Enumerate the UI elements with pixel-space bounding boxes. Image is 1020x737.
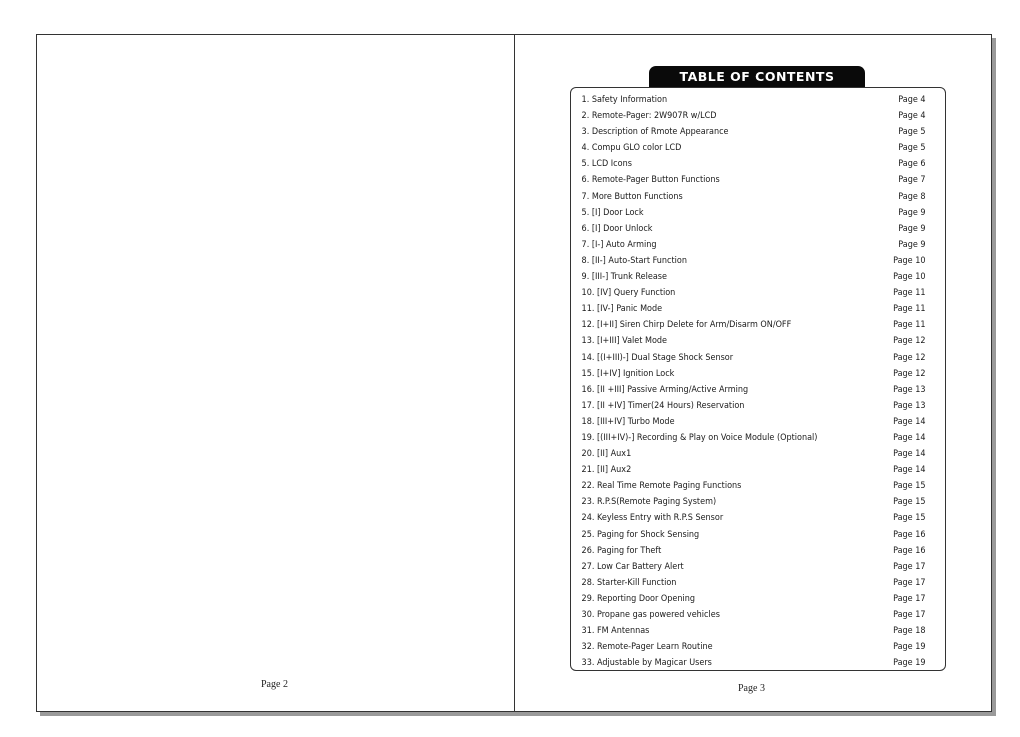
toc-entry: [571, 301, 945, 317]
toc-entry-page: Page 13: [893, 399, 926, 411]
toc-entry: [571, 140, 945, 156]
toc-entry: [571, 382, 945, 398]
toc-entry: [571, 478, 945, 494]
toc-entry: [571, 575, 945, 591]
toc-entry-label: 10. [IV] Query Function: [581, 287, 676, 299]
toc-entry-label: 1. Safety Information: [581, 94, 668, 105]
toc-entry-label: 18. [III+IV] Turbo Mode: [581, 415, 675, 427]
toc-entry-label: 27. Low Car Battery Alert: [581, 560, 684, 572]
toc-entry: [571, 156, 945, 172]
toc-entry-label: 5. [I] Door Lock: [581, 206, 644, 218]
toc-entry: [571, 414, 945, 430]
toc-entry-page: Page 14: [893, 448, 926, 460]
toc-entry-label: 26. Paging for Theft: [581, 544, 662, 556]
toc-entry: [571, 494, 945, 510]
toc-entry: [571, 221, 945, 237]
toc-entry: [571, 446, 945, 462]
toc-entry: [571, 92, 945, 108]
toc-entry-label: 22. Real Time Remote Paging Functions: [581, 480, 742, 492]
toc-entry: [571, 591, 945, 607]
toc-entry-page: Page 9: [898, 238, 926, 250]
toc-entry: [571, 366, 945, 382]
toc-entry-page: Page 14: [893, 415, 926, 427]
toc-entry-label: 12. [I+II] Siren Chirp Delete for Arm/Disarm ON/OFF: [581, 319, 792, 331]
toc-entry-page: Page 12: [893, 351, 926, 363]
toc-entry-label: 2. Remote-Pager: 2W907R w/LCD: [581, 110, 717, 122]
toc-entry-page: Page 11: [893, 303, 926, 315]
toc-entry-label: 30. Propane gas powered vehicles: [581, 609, 720, 620]
toc-entry-label: 5. LCD Icons: [581, 158, 632, 170]
toc-entry: [571, 285, 945, 301]
toc-entry-page: Page 17: [893, 560, 926, 572]
toc-entry-label: 13. [I+III] Valet Mode: [581, 335, 668, 347]
toc-entry: [571, 655, 945, 671]
toc-entry: [571, 623, 945, 639]
toc-entry: [571, 462, 945, 478]
toc-entry-page: Page 17: [893, 609, 926, 620]
toc-entry-page: Page 12: [893, 335, 926, 347]
toc-entry: [571, 172, 945, 188]
toc-entry-label: 33. Adjustable by Magicar Users: [581, 657, 712, 669]
toc-entry-page: Page 8: [898, 190, 926, 202]
toc-entry-page: Page 16: [893, 544, 926, 556]
toc-entry-label: 11. [IV-] Panic Mode: [581, 303, 663, 315]
toc-entry-label: 7. [I-] Auto Arming: [581, 238, 657, 250]
toc-entry-page: Page 9: [898, 206, 926, 218]
booklet-spread: [36, 34, 992, 712]
toc-entry: [571, 430, 945, 446]
toc-entry-label: 17. [II +IV] Timer(24 Hours) Reservation: [581, 399, 745, 411]
right-page-number: Page 3: [738, 683, 765, 694]
toc-entry-label: 14. [(I+III)-] Dual Stage Shock Sensor: [581, 351, 734, 363]
toc-entry-page: Page 15: [893, 480, 926, 492]
toc-entry: [571, 237, 945, 253]
toc-entry-label: 3. Description of Rmote Appearance: [581, 126, 729, 138]
toc-entry-label: 20. [II] Aux1: [581, 448, 632, 460]
toc-entry-page: Page 19: [893, 641, 926, 653]
toc-entry-page: Page 10: [893, 271, 926, 283]
toc-entry-page: Page 5: [898, 126, 926, 138]
toc-entry-label: 19. [(III+IV)-] Recording & Play on Voice Module (Optional): [581, 431, 818, 443]
toc-entry-page: Page 15: [893, 512, 926, 524]
toc-entry-page: Page 17: [893, 576, 926, 588]
toc-list: [571, 88, 945, 671]
toc-entry: [571, 527, 945, 543]
toc-entry-page: Page 5: [898, 142, 926, 154]
toc-entry-page: Page 6: [898, 158, 926, 170]
toc-entry: [571, 205, 945, 221]
toc-entry-label: 28. Starter-Kill Function: [581, 576, 677, 588]
toc-entry-page: Page 11: [893, 319, 926, 331]
toc-box: [570, 87, 946, 671]
toc-entry-page: Page 15: [893, 496, 926, 508]
toc-entry-label: 6. Remote-Pager Button Functions: [581, 174, 720, 186]
toc-entry-page: Page 14: [893, 464, 926, 476]
toc-entry-page: Page 12: [893, 367, 926, 379]
toc-entry-label: 8. [II-] Auto-Start Function: [581, 254, 687, 266]
toc-entry-page: Page 7: [898, 174, 926, 186]
toc-entry: [571, 607, 945, 623]
toc-entry: [571, 317, 945, 333]
toc-entry: [571, 189, 945, 205]
toc-entry-page: Page 19: [893, 657, 926, 669]
toc-entry: [571, 108, 945, 124]
toc-entry: [571, 398, 945, 414]
left-page-number: Page 2: [261, 679, 288, 690]
toc-entry-label: 4. Compu GLO color LCD: [581, 142, 682, 154]
toc-entry: [571, 333, 945, 349]
toc-entry: [571, 269, 945, 285]
toc-entry-label: 24. Keyless Entry with R.P.S Sensor: [581, 512, 724, 524]
toc-entry: [571, 559, 945, 575]
toc-entry: [571, 510, 945, 526]
toc-entry-label: 29. Reporting Door Opening: [581, 592, 695, 604]
toc-entry: [571, 350, 945, 366]
toc-entry-page: Page 10: [893, 254, 926, 266]
toc-entry: [571, 253, 945, 269]
toc-entry: [571, 639, 945, 655]
toc-entry: [571, 124, 945, 140]
toc-entry-page: Page 13: [893, 383, 926, 395]
toc-entry-label: 32. Remote-Pager Learn Routine: [581, 641, 713, 653]
toc-entry-page: Page 17: [893, 592, 926, 604]
toc-entry-label: 23. R.P.S(Remote Paging System): [581, 496, 717, 508]
toc-entry: [571, 543, 945, 559]
toc-entry-page: Page 4: [898, 94, 926, 105]
toc-entry-label: 6. [I] Door Unlock: [581, 222, 653, 234]
toc-title: TABLE OF CONTENTS: [649, 66, 865, 87]
toc-entry-label: 21. [II] Aux2: [581, 464, 632, 476]
toc-entry-page: Page 9: [898, 222, 926, 234]
toc-entry-page: Page 4: [898, 110, 926, 122]
toc-entry-page: Page 16: [893, 528, 926, 540]
page-divider: [514, 35, 515, 711]
toc-entry-label: 7. More Button Functions: [581, 190, 683, 202]
toc-entry-label: 15. [I+IV] Ignition Lock: [581, 367, 675, 379]
toc-entry-page: Page 18: [893, 625, 926, 637]
toc-entry-label: 31. FM Antennas: [581, 625, 650, 637]
toc-entry-page: Page 14: [893, 431, 926, 443]
toc-entry-page: Page 11: [893, 287, 926, 299]
toc-entry-label: 9. [III-] Trunk Release: [581, 271, 667, 283]
toc-entry-label: 25. Paging for Shock Sensing: [581, 528, 700, 540]
toc-entry-label: 16. [II +III] Passive Arming/Active Arming: [581, 383, 749, 395]
